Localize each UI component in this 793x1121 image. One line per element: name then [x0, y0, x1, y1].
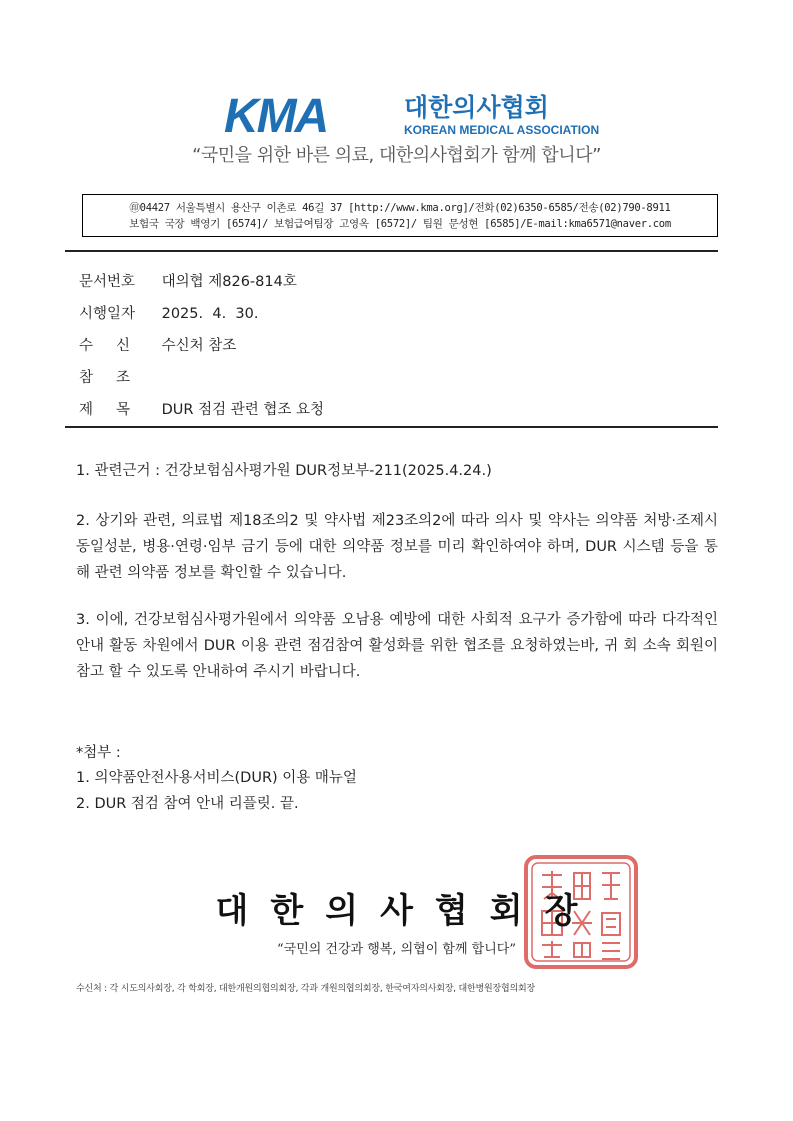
recipient-row: [79, 334, 236, 355]
recipient-list: 수신처 : 각 시도의사회장, 각 학회장, 대한개원의협의회장, 각과 개원의협의회장, 한국여자의사회장, 대한병원장협의회장: [76, 984, 535, 994]
address-line-2: 보험국 국장 백영기 [6574]/ 보험급여팀장 고영옥 [6572]/ 팀원 문성현 [6585]/E-mail:kma6571@naver.com: [129, 218, 671, 230]
doc-number-label: 문서번호: [79, 274, 136, 290]
sender-title: 대한의사협회장: [215, 891, 600, 931]
date-row: [79, 302, 258, 323]
address-line-1: ㊞04427 서울특별시 용산구 이촌로 46길 37 [http://www.kma.org]/전화(02)6350-6585/전송(02)790-8911: [129, 202, 671, 214]
address-box: [82, 194, 718, 237]
bottom-rule: [65, 426, 718, 428]
subject-value: DUR 점검 관련 협조 요청: [161, 402, 324, 418]
body-item-3: 3. 이에, 건강보험심사평가원에서 의약품 오남용 예방에 대한 사회적 요구가 증가함에 따라 다각적인 안내 활동 차원에서 DUR 이용 관련 점검참여 활성화를 위한 협조를 요청하였는바, 귀 회 소속 회원이 참고 할 수 있도록 안내하여 주시기 바랍니다.: [76, 612, 718, 680]
subject-row: [79, 398, 324, 419]
recipient-label: 수 신: [79, 338, 131, 354]
footer-slogan: “국민의 건강과 행복, 의협이 함께 합니다”: [276, 942, 516, 957]
motto: “국민을 위한 바른 의료, 대한의사협회가 함께 합니다”: [192, 145, 601, 166]
recipient-value: 수신처 참조: [161, 338, 237, 354]
top-rule: [65, 250, 718, 252]
doc-number: 대의협 제826-814호: [161, 274, 297, 290]
org-name-ko: 대한의사협회: [404, 93, 549, 122]
subject-label: 제 목: [79, 402, 131, 418]
body-item-2: 2. 상기와 관련, 의료법 제18조의2 및 약사법 제23조의2에 따라 의사 및 약사는 의약품 처방·조제시 동일성분, 병용·연령·임부 금기 등에 대한 의약품 정보를 미리 확인하여야 하며, DUR 시스템 등을 통해 관련 의약품 정보를 확인할 수 있습니다.: [76, 513, 718, 581]
attachment-item-1: 1. 의약품안전사용서비스(DUR) 이용 매뉴얼: [76, 770, 357, 786]
logo-text: KMA: [224, 92, 328, 140]
reference-label: 참 조: [79, 370, 131, 386]
attachments-heading: *첨부 :: [76, 745, 121, 761]
doc-number-row: [79, 270, 297, 291]
date-value: 2025. 4. 30.: [161, 306, 259, 322]
org-name-en: KOREAN MEDICAL ASSOCIATION: [404, 123, 600, 137]
body-item-1: 1. 관련근거 : 건강보험심사평가원 DUR정보부-211(2025.4.24.): [76, 463, 492, 479]
kma-logo: [224, 92, 604, 140]
date-label: 시행일자: [79, 306, 136, 322]
reference-row: [79, 366, 157, 387]
attachment-item-2: 2. DUR 점검 참여 안내 리플릿. 끝.: [76, 796, 299, 812]
